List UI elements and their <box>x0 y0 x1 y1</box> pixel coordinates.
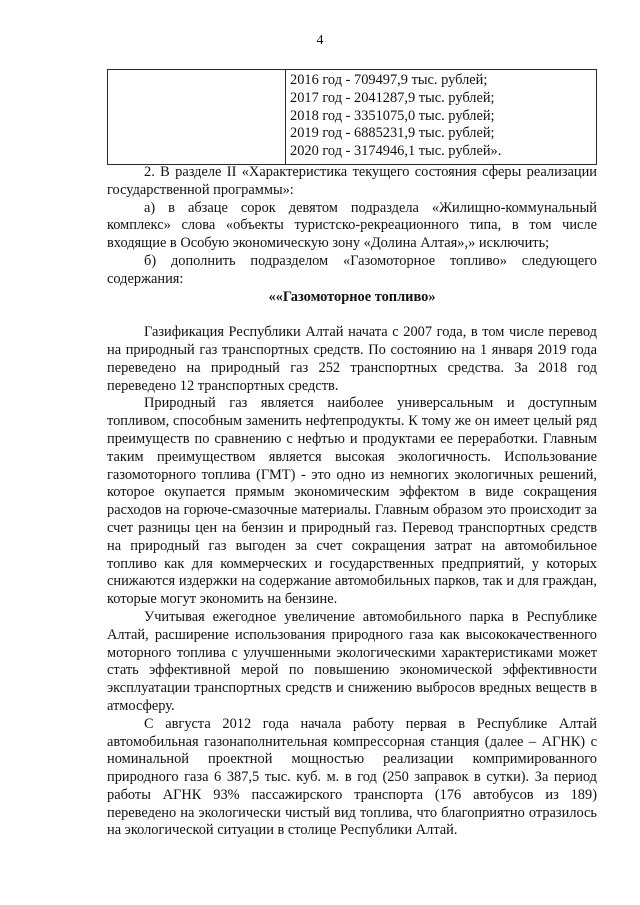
table-row <box>108 70 597 165</box>
funding-line-2020: 2020 год - 3174946,1 тыс. рублей». <box>290 143 502 160</box>
funding-line-2019: 2019 год - 6885231,9 тыс. рублей; <box>290 125 495 142</box>
table-cell-funding <box>286 70 597 165</box>
funding-line-2018: 2018 год - 3351075,0 тыс. рублей; <box>290 107 495 124</box>
body-paragraph: Природный газ является наиболее универсальным и доступным топливом, способным заменить нефтепродукты. К тому же он имеет целый ряд преимуществ по сравнению с нефтью и продуктами ее переработки. Главным таким преимуществом является высокая экологичность. Использование газомоторного топлива (ГМТ) - это одно из немногих экологичных решений, которое окупается прямым экономическим эффектом в виде сокращения расходов на горюче-смазочные материалы. Главным образом это происходит за счет разницы цен на бензин и природный газ. Перевод транспортных средств на природный газ выгоден за счет сокращения затрат на автомобильное топливо как для коммерческих и государственных предприятий, у которых снижаются издержки на содержание автомобильных парков, так и для граждан, которые могут экономить на бензине. <box>107 395 597 608</box>
funding-line-2016: 2016 год - 709497,9 тыс. рублей; <box>290 72 488 88</box>
body-paragraph: С августа 2012 года начала работу первая в Республике Алтай автомобильная газонаполнительная компрессорная станция (далее – АГНК) с номинальной проектной мощностью реализации компримированного природного газа 6 387,5 тыс. куб. м. в год (250 заправок в сутки). За период работы АГНК 93% пассажирского транспорта (176 автобусов из 189) переведено на экологически чистый вид топлива, что благоприятно отразилось на экологической ситуации в столице Республики Алтай. <box>107 715 597 839</box>
amendment-item-b: б) дополнить подразделом «Газомоторное топливо» следующего содержания: <box>107 252 597 287</box>
budget-table <box>107 69 597 165</box>
document-body <box>107 164 597 840</box>
table-cell-empty <box>108 70 286 165</box>
funding-line-2017: 2017 год - 2041287,9 тыс. рублей; <box>290 89 495 106</box>
section-heading: ««Газомоторное топливо» <box>268 288 436 305</box>
page-number: 4 <box>316 33 324 48</box>
amendment-item-a: а) в абзаце сорок девятом подраздела «Жилищно-коммунальный комплекс» слова «объекты туристско-рекреационного типа, в том числе входящие в Особую экономическую зону «Долина Алтая»,» исключить; <box>107 199 597 252</box>
body-paragraph: Учитывая ежегодное увеличение автомобильного парка в Республике Алтай, расширение использования природного газа как высококачественного моторного топлива с улучшенными экологическими характеристиками может стать эффективной мерой по повышению экономической эффективности эксплуатации транспортных средств и снижению выбросов вредных веществ в атмосферу. <box>107 608 597 714</box>
amendment-paragraph-2: 2. В разделе II «Характеристика текущего состояния сферы реализации государственной программы»: <box>107 164 597 198</box>
body-paragraph: Газификация Республики Алтай начата с 2007 года, в том числе перевод на природный газ транспортных средств. По состоянию на 1 января 2019 года переведено на природный газ 252 транспортных средства. За 2018 год переведено 12 транспортных средств. <box>107 324 597 394</box>
